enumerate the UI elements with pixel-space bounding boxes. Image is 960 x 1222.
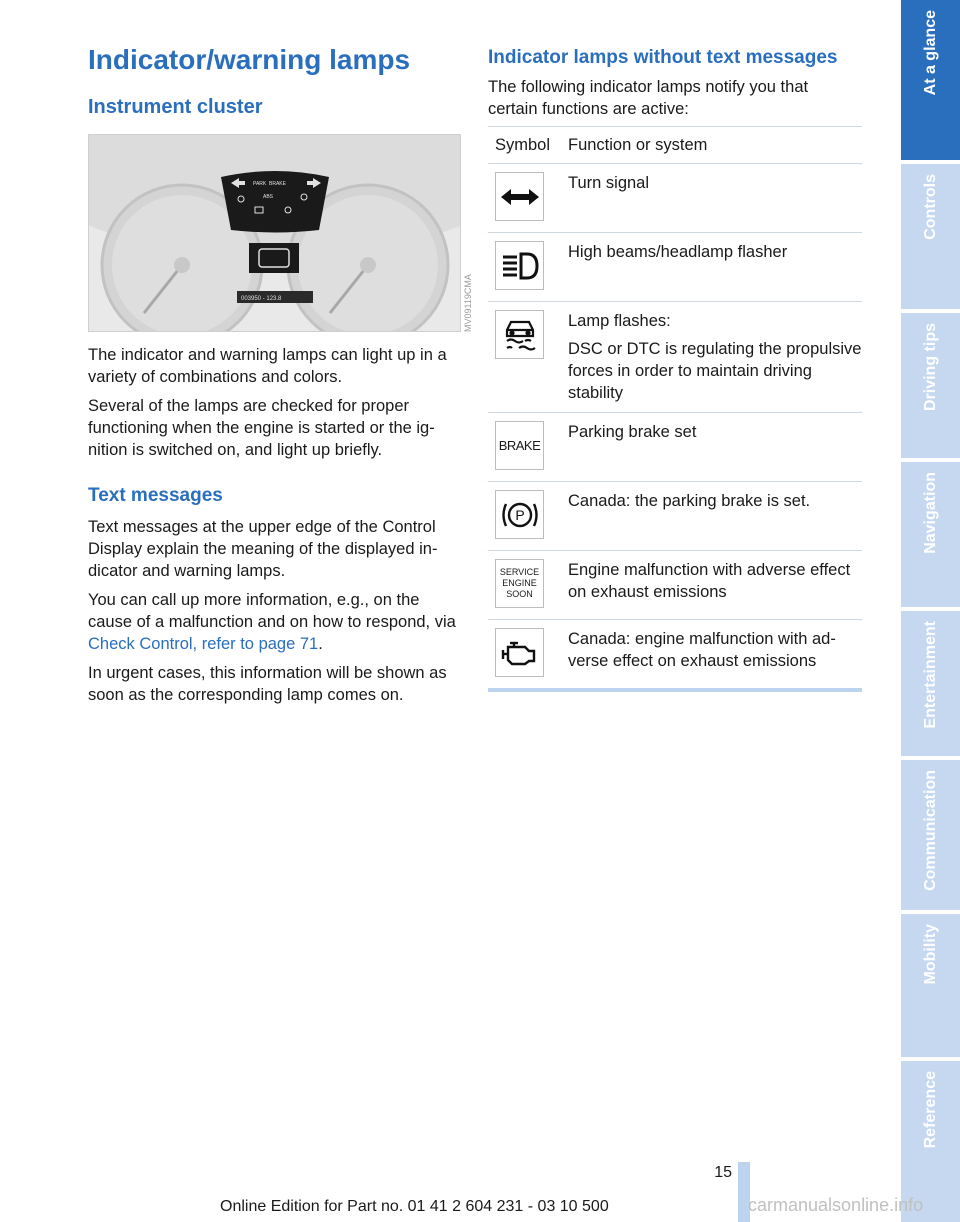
high-beam-icon	[495, 241, 544, 290]
page-title: Indicator/warning lamps	[88, 44, 411, 75]
table-header	[488, 126, 862, 164]
table-row	[488, 233, 862, 302]
instrument-cluster-image	[88, 134, 461, 332]
check-control-link[interactable]: Check Control, refer to page 71	[88, 635, 319, 653]
row-text: High beams/headlamp flasher	[568, 243, 788, 261]
header-symbol: Symbol	[495, 135, 551, 154]
table-row	[488, 164, 862, 233]
chapter-sidebar	[901, 0, 960, 1222]
brake-icon-text: BRAKE	[498, 438, 541, 453]
tab-entertainment[interactable]	[901, 611, 960, 756]
row-text: Parking brake set	[568, 423, 697, 441]
header-function: Function or system	[568, 135, 708, 154]
row-function	[568, 413, 862, 443]
table-row	[488, 551, 862, 620]
indicator-lamps-heading: Indicator lamps without text messages	[488, 47, 838, 68]
tab-label: Entertainment	[921, 621, 939, 729]
row-text: Turn signal	[568, 174, 650, 192]
instrument-cluster-heading: Instrument cluster	[88, 96, 263, 118]
cluster-odometer: 003950 - 123.8	[241, 296, 282, 302]
turn-signal-icon	[495, 172, 544, 221]
paragraph-urgent-cases: In urgent cases, this information will be shown as soon as the corresponding lamp comes on.	[88, 664, 447, 704]
row-function	[568, 482, 862, 512]
tab-label: Reference	[921, 1071, 939, 1149]
ses-line-1: SERVICE	[499, 567, 540, 577]
ses-line-2: ENGINE	[502, 578, 537, 588]
dsc-dtc-icon	[495, 310, 544, 359]
paragraph-lamp-check: Several of the lamps are checked for proper functioning when the engine is started or the ignition is switched on, and light up briefly.	[88, 397, 435, 459]
brake-icon	[495, 421, 544, 470]
engine-check-icon	[495, 628, 544, 677]
row-function	[568, 164, 862, 194]
tab-label: Controls	[921, 174, 939, 240]
tab-label: Communication	[921, 770, 939, 891]
tab-mobility[interactable]	[901, 914, 960, 1057]
cluster-label-park: PARK	[253, 181, 267, 187]
page-number: 15	[714, 1164, 732, 1181]
cluster-label-abs: ABS	[263, 194, 274, 200]
row-function	[568, 302, 862, 404]
parking-p-letter: P	[514, 506, 525, 523]
tab-label: Navigation	[921, 472, 939, 554]
table-end-rule	[488, 688, 862, 692]
row-function	[568, 551, 862, 603]
indicator-lamps-table	[488, 126, 862, 692]
row-text: Canada: engine malfunction with adverse effect on exhaust emissions	[568, 630, 836, 670]
more-info-end: .	[318, 635, 323, 653]
table-row	[488, 413, 862, 482]
paragraph-text-messages: Text messages at the upper edge of the Control Display explain the meaning of the displayed indicator and warning lamps.	[88, 518, 438, 580]
tab-driving-tips[interactable]	[901, 313, 960, 458]
row-text-detail: DSC or DTC is regulating the propulsive forces in order to maintain driving stability	[568, 340, 862, 402]
ses-line-3: SOON	[506, 589, 533, 599]
table-row	[488, 302, 862, 413]
footer-edition: Online Edition for Part no. 01 41 2 604 231 - 03 10 500	[220, 1198, 609, 1215]
tab-label: Mobility	[921, 924, 939, 985]
more-info-text: You can call up more information, e.g., on the cause of a malfunction and on how to respond, via	[88, 591, 456, 631]
parking-brake-p-icon	[495, 490, 544, 539]
row-text: Canada: the parking brake is set.	[568, 492, 811, 510]
watermark: carmanualsonline.info	[748, 1195, 924, 1215]
paragraph-more-info	[88, 589, 464, 655]
tab-controls[interactable]	[901, 164, 960, 309]
tab-label: Driving tips	[921, 323, 939, 412]
tab-at-a-glance[interactable]	[901, 0, 960, 160]
row-function	[568, 620, 862, 672]
tab-label: At a glance	[921, 10, 939, 96]
service-engine-soon-icon	[495, 559, 544, 608]
indicator-lamps-intro: The following indicator lamps notify you that certain functions are active:	[488, 78, 809, 118]
image-code: MV09119CMA	[463, 274, 473, 332]
table-row	[488, 482, 862, 551]
paragraph-lamp-combinations: The indicator and warning lamps can light up in a variety of combinations and colors.	[88, 346, 447, 386]
table-row	[488, 620, 862, 688]
row-text: Engine malfunction with adverse effect on exhaust emissions	[568, 561, 851, 601]
tab-navigation[interactable]	[901, 462, 960, 607]
tab-communication[interactable]	[901, 760, 960, 910]
text-messages-heading: Text messages	[88, 485, 223, 506]
row-text: Lamp flashes:	[568, 312, 671, 330]
cluster-label-brake: BRAKE	[269, 181, 286, 187]
row-function	[568, 233, 862, 263]
